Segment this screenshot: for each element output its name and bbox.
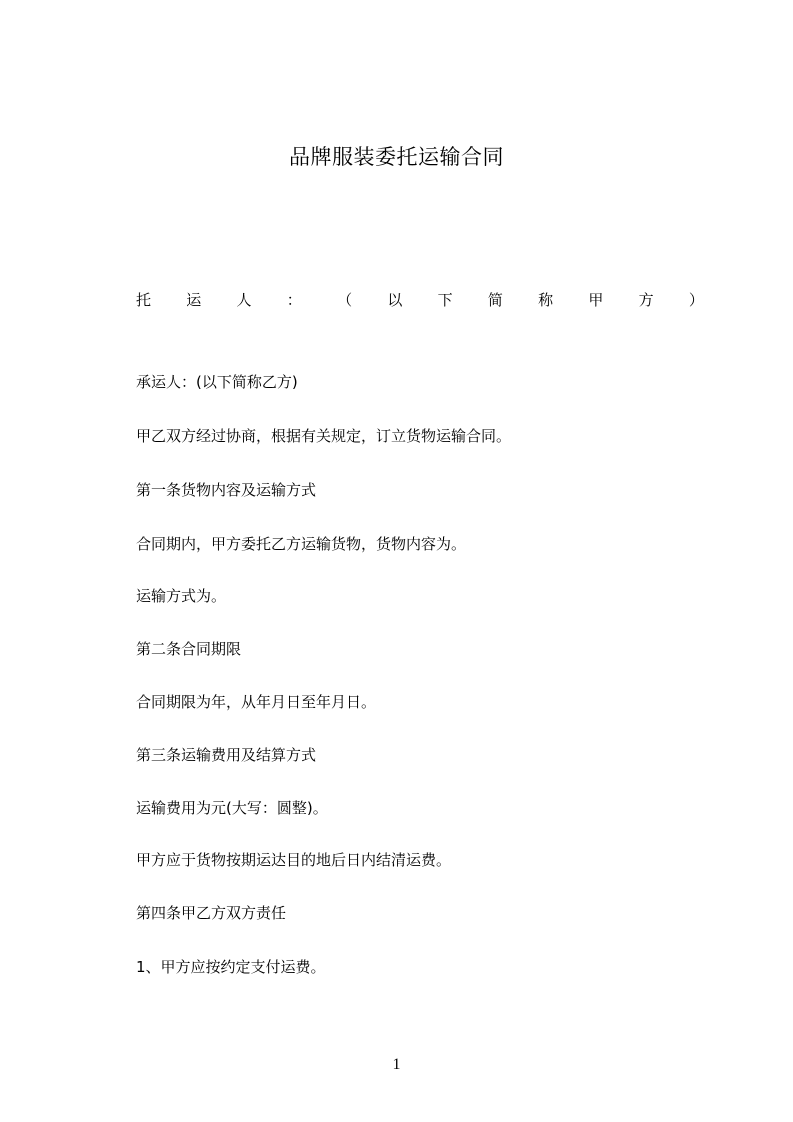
shipper-char: 下 (437, 291, 453, 309)
shipper-char: 称 (538, 291, 554, 309)
article-2-heading: 第二条合同期限 (136, 640, 242, 658)
article-4-item-1: 1、甲方应按约定支付运费。 (136, 958, 326, 976)
shipper-char: 方 (638, 291, 654, 309)
page-number: 1 (392, 1056, 401, 1073)
article-2-term: 合同期限为年，从年月日至年月日。 (136, 693, 377, 711)
article-1-goods: 合同期内，甲方委托乙方运输货物，货物内容为。 (136, 535, 467, 553)
shipper-line (136, 288, 704, 312)
shipper-char: 运 (186, 291, 202, 309)
shipper-char: ： (286, 291, 302, 309)
shipper-char: 人 (236, 291, 252, 309)
shipper-char: 简 (487, 291, 503, 309)
shipper-char: 托 (136, 291, 152, 309)
article-4-heading: 第四条甲乙方双方责任 (136, 904, 287, 922)
article-3-settlement: 甲方应于货物按期运达目的地后日内结清运费。 (136, 851, 452, 869)
agreement-intro: 甲乙双方经过协商，根据有关规定，订立货物运输合同。 (136, 427, 512, 445)
article-1-heading: 第一条货物内容及运输方式 (136, 481, 317, 499)
shipper-char: （ (337, 291, 353, 309)
shipper-char: 以 (387, 291, 403, 309)
article-3-heading: 第三条运输费用及结算方式 (136, 746, 317, 764)
article-1-method: 运输方式为。 (136, 587, 227, 605)
shipper-char: 甲 (588, 291, 604, 309)
shipper-char: ） (688, 291, 704, 309)
article-3-fee: 运输费用为元(大写：圆整)。 (136, 799, 328, 817)
document-title: 品牌服装委托运输合同 (289, 145, 504, 169)
carrier-line: 承运人：(以下简称乙方) (136, 373, 298, 391)
